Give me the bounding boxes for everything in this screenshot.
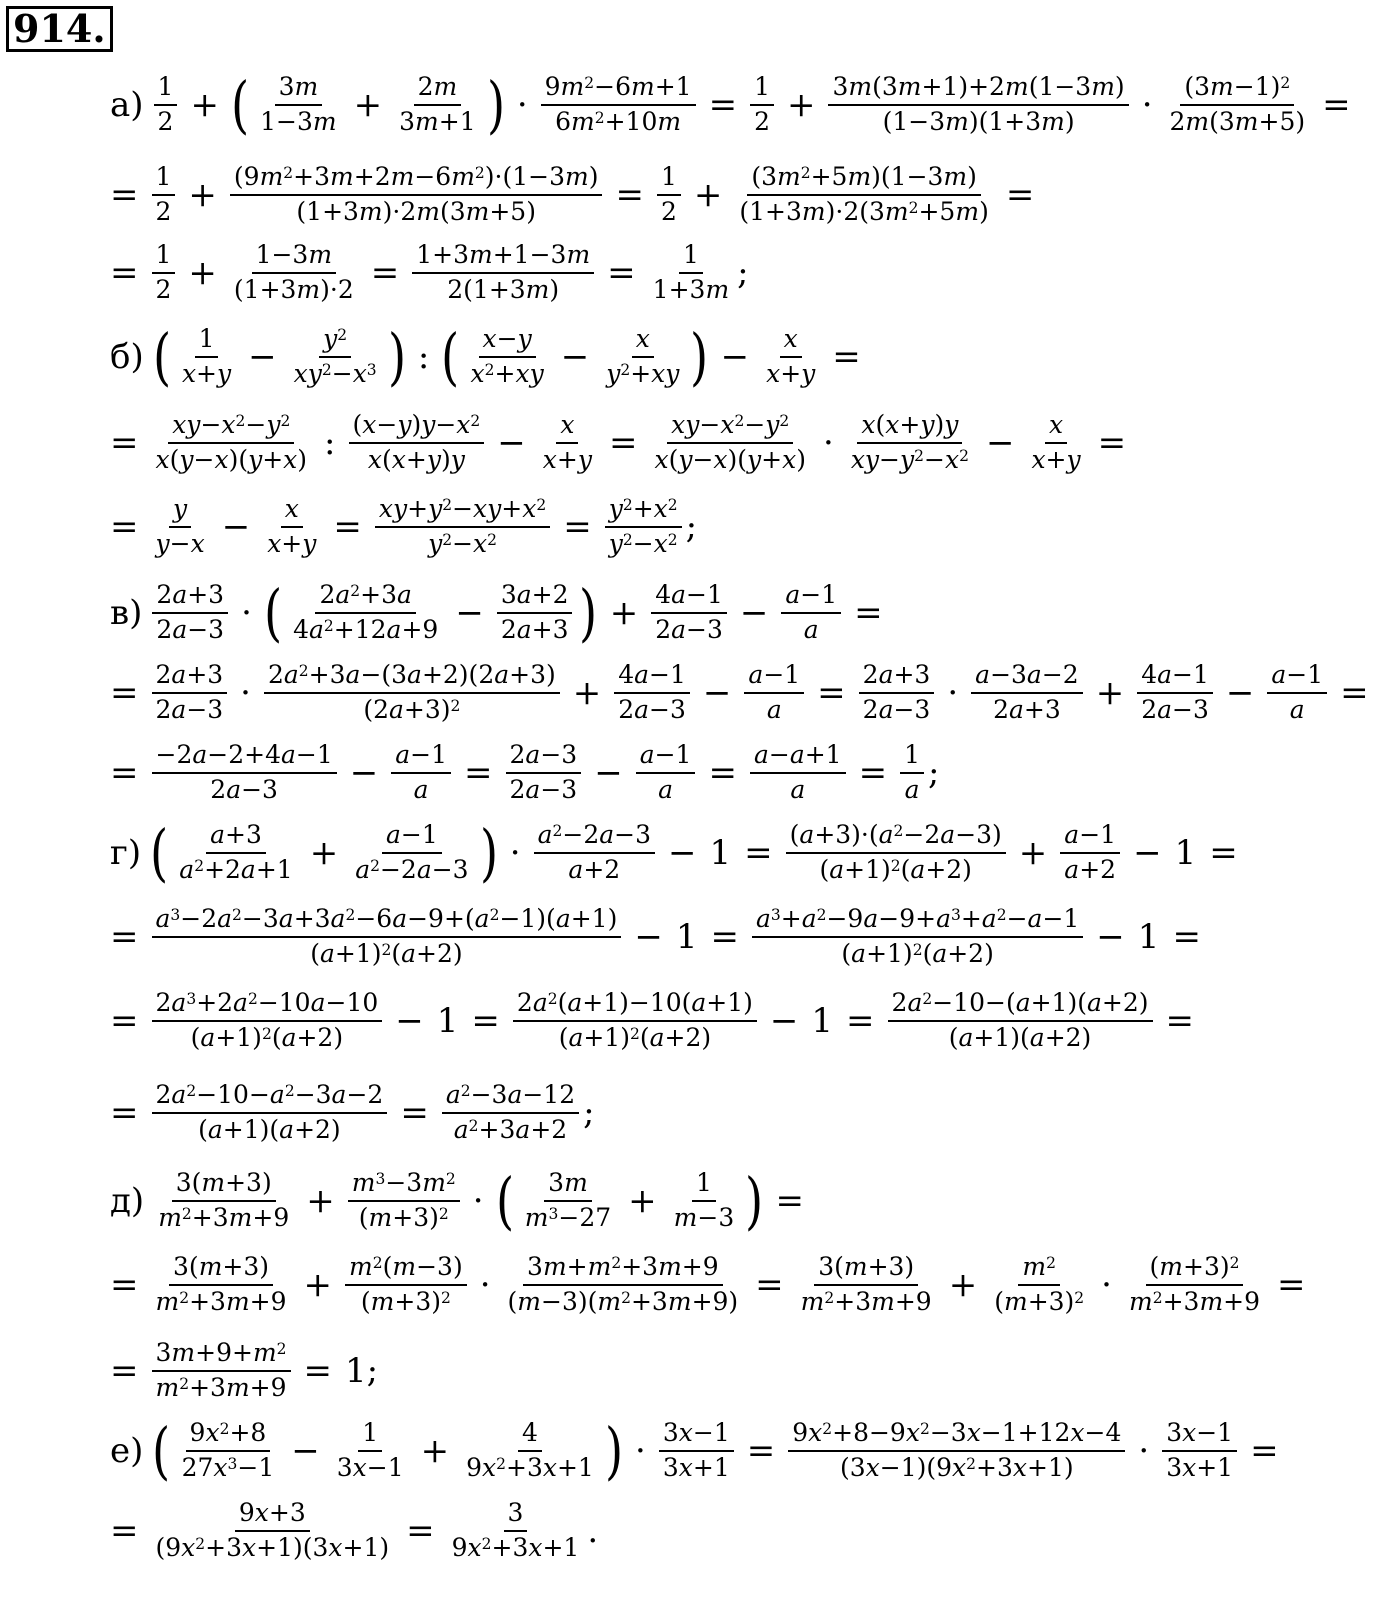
math-line-13: = $\frac{2a^2-10-a^2-3a-2}{(a+1)(a+2)}$ = $\frac{a^2-3a-12}{a^2+3a+2}$ ; (110, 1080, 595, 1144)
label-b: б) (110, 337, 144, 377)
label-a: а) (110, 85, 144, 125)
math-line-12: = $\frac{2a^3+2a^2-10a-10}{(a+1)^2(a+2)}$ − 1 = $\frac{2a^2(a+1)-10(a+1)}{(a+1)^2(a+2)}$ − 1 = $\frac{2a^2-10-(a+1)(a+2)}{(a+1)(a+2)}$ = (110, 988, 1194, 1052)
math-line-9: = $\frac{-2a-2+4a-1}{2a-3}$ − $\frac{a-1}{a}$ = $\frac{2a-3}{2a-3}$ − $\frac{a-1}{a}$ = $\frac{a-a+1}{a}$ = $\frac{1}{a}$ ; (110, 740, 940, 804)
label-e: е) (110, 1431, 144, 1471)
math-line-8: = $\frac{2a+3}{2a-3}$ · $\frac{2a^2+3a-(3a+2)(2a+3)}{(2a+3)^2}$ + $\frac{4a-1}{2a-3}$ − $\frac{a-1}{a}$ = $\frac{2a+3}{2a-3}$ · $\frac{a-3a-2}{2a+3}$ + $\frac{4a-1}{2a-3}$ − $\frac{a-1}{a}$ = (110, 660, 1369, 724)
math-line-17: е) ( $\frac{9x^2+8}{27x^3-1}$ − $\frac{1}{3x-1}$ + $\frac{4}{9x^2+3x+1}$ ) · $\frac{3x-1}{3x+1}$ = $\frac{9x^2+8-9x^2-3x-1+12x-4}{(3x-1)(9x^2+3x+1)}$ · $\frac{3x-1}{3x+1}$ = (110, 1414, 1279, 1487)
problem-number: 914. (6, 6, 113, 52)
math-line-11: = $\frac{a^3-2a^2-3a+3a^2-6a-9+(a^2-1)(a+1)}{(a+1)^2(a+2)}$ − 1 = $\frac{a^3+a^2-9a-9+a^3+a^2-a-1}{(a+1)^2(a+2)}$ − 1 = (110, 904, 1201, 968)
math-line-5: = $\frac{xy-x^2-y^2}{x(y-x)(y+x)}$ : $\frac{(x-y)y-x^2}{x(x+y)y}$ − $\frac{x}{x+y}$ = $\frac{xy-x^2-y^2}{x(y-x)(y+x)}$ · $\frac{x(x+y)y}{xy-y^2-x^2}$ − $\frac{x}{x+y}$ = (110, 410, 1127, 474)
math-line-6: = $\frac{y}{y-x}$ − $\frac{x}{x+y}$ = $\frac{xy+y^2-xy+x^2}{y^2-x^2}$ = $\frac{y^2+x^2}{y^2-x^2}$ ; (110, 494, 698, 558)
math-line-2: = $\frac{1}{2}$ + $\frac{(9m^2+3m+2m-6m^2)\cdot(1-3m)}{(1+3m)\cdot 2m(3m+5)}$ = $\frac{1}{2}$ + $\frac{(3m^2+5m)(1-3m)}{(1+3m)\cdot 2(3m^2+5m)}$ = (110, 162, 1035, 226)
math-line-10: г) ( $\frac{a+3}{a^2+2a+1}$ + $\frac{a-1}{a^2-2a-3}$ ) · $\frac{a^2-2a-3}{a+2}$ − 1 = $\frac{(a+3)\cdot(a^2-2a-3)}{(a+1)^2(a+2)}$ + $\frac{a-1}{a+2}$ − 1 = (110, 816, 1238, 889)
math-line-7: в) $\frac{2a+3}{2a-3}$ · ( $\frac{2a^2+3a}{4a^2+12a+9}$ − $\frac{3a+2}{2a+3}$ ) + $\frac{4a-1}{2a-3}$ − $\frac{a-1}{a}$ = (110, 576, 883, 649)
math-line-4: б) ( $\frac{1}{x+y}$ − $\frac{y^2}{xy^2-x^3}$ ) : ( $\frac{x-y}{x^2+xy}$ − $\frac{x}{y^2+xy}$ ) − $\frac{x}{x+y}$ = (110, 320, 861, 393)
label-v: в) (110, 593, 143, 633)
math-line-1: а) $\frac{1}{2}$ + ( $\frac{3m}{1-3m}$ + $\frac{2m}{3m+1}$ ) · $\frac{9m^2-6m+1}{6m^2+10m}$ = $\frac{1}{2}$ + $\frac{3m(3m+1)+2m(1-3m)}{(1-3m)(1+3m)}$ · $\frac{(3m-1)^2}{2m(3m+5)}$ = (110, 68, 1351, 141)
label-g: г) (110, 833, 142, 873)
math-line-14: д) $\frac{3(m+3)}{m^2+3m+9}$ + $\frac{m^3-3m^2}{(m+3)^2}$ · ( $\frac{3m}{m^3-27}$ + $\frac{1}{m-3}$ ) = (110, 1164, 804, 1237)
label-d: д) (110, 1181, 145, 1221)
math-line-18: = $\frac{9x+3}{(9x^2+3x+1)(3x+1)}$ = $\frac{3}{9x^2+3x+1}$ . (110, 1498, 599, 1562)
math-line-16: = $\frac{3m+9+m^2}{m^2+3m+9}$ = 1; (110, 1338, 379, 1402)
math-line-15: = $\frac{3(m+3)}{m^2+3m+9}$ + $\frac{m^2(m-3)}{(m+3)^2}$ · $\frac{3m+m^2+3m+9}{(m-3)(m^2+3m+9)}$ = $\frac{3(m+3)}{m^2+3m+9}$ + $\frac{m^2}{(m+3)^2}$ · $\frac{(m+3)^2}{m^2+3m+9}$ = (110, 1252, 1306, 1316)
math-line-3: = $\frac{1}{2}$ + $\frac{1-3m}{(1+3m)\cdot 2}$ = $\frac{1+3m+1-3m}{2(1+3m)}$ = $\frac{1}{1+3m}$ ; (110, 240, 749, 304)
